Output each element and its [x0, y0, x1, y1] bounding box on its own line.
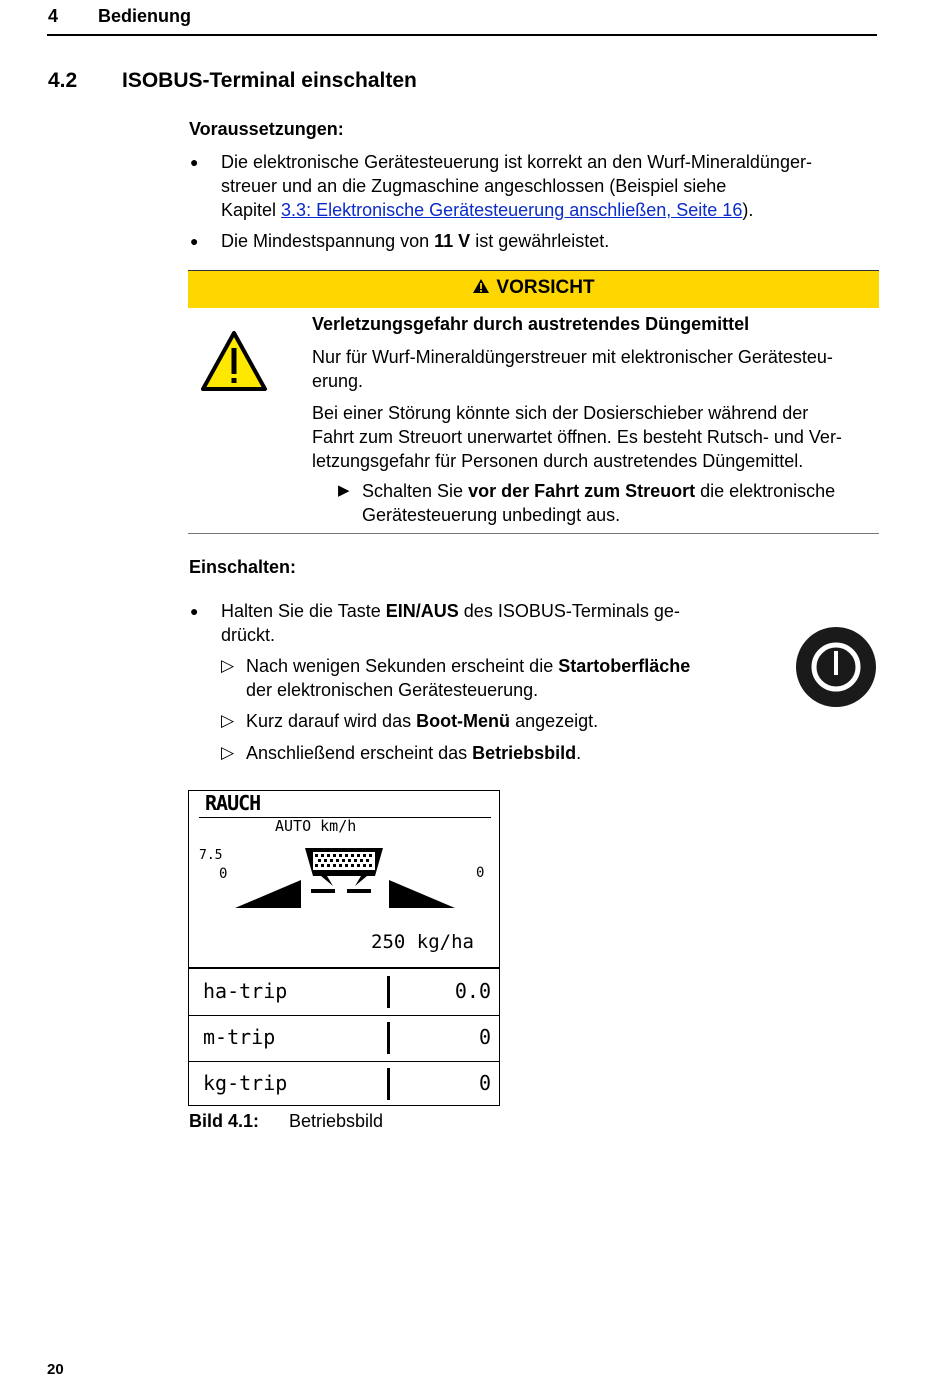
text: . — [576, 743, 582, 763]
text-line: Nur für Wurf-Mineraldüngerstreuer mit elektronischer Gerätesteu- — [312, 347, 833, 367]
row-separator — [387, 976, 390, 1008]
text-bold: Boot-Menü — [416, 711, 511, 731]
text: Nach wenigen Sekunden erscheint die — [246, 656, 559, 676]
trip-row — [189, 1016, 499, 1062]
result-3 — [246, 741, 581, 765]
text: ist gewährleistet. — [470, 231, 610, 251]
bullet-icon: ● — [190, 603, 199, 619]
text-bold: EIN/AUS — [385, 601, 459, 621]
warning-triangle-icon — [200, 330, 268, 392]
text: Die Mindestspannung von — [221, 231, 435, 251]
trip-label: kg-trip — [203, 1071, 288, 1095]
trip-value: 0.0 — [454, 979, 491, 1003]
spreader-graphic — [235, 846, 455, 912]
left-value: 0 — [219, 866, 228, 882]
text-line — [246, 654, 746, 678]
chapter-title: Bedienung — [98, 6, 191, 26]
text-line: der elektronischen Gerätesteuerung. — [246, 680, 539, 700]
text: Anschließend erscheint das — [246, 743, 473, 763]
bullet-icon: ● — [190, 233, 199, 249]
page-number: 20 — [47, 1361, 64, 1378]
text-line: drückt. — [221, 625, 276, 645]
trip-row — [189, 969, 499, 1016]
text-line: erung. — [312, 371, 364, 391]
chapter-number: 4 — [48, 6, 59, 26]
text-bold: vor der Fahrt zum Streuort — [468, 481, 696, 501]
warning-paragraph-1 — [312, 345, 880, 393]
prereq-item-1-line-3 — [221, 198, 881, 222]
warning-paragraph-2 — [312, 401, 880, 473]
text-line: Fahrt zum Streuort unerwartet öffnen. Es besteht Rutsch- und Ver- — [312, 427, 842, 447]
text-bold: Startoberfläche — [558, 656, 691, 676]
text-line — [221, 599, 741, 623]
trip-value: 0 — [478, 1071, 491, 1095]
prereq-item-1-line-1: Die elektronische Gerätesteuerung ist korrekt an den Wurf-Mineraldünger- — [221, 152, 812, 172]
mode-label: AUTO km/h — [275, 817, 357, 835]
text: Kurz darauf wird das — [246, 711, 417, 731]
text: des ISOBUS-Terminals ge- — [458, 601, 680, 621]
text-line: Bei einer Störung könnte sich der Dosierschieber während der — [312, 403, 809, 423]
warning-bottom-rule — [188, 533, 879, 534]
figure-caption: Betriebsbild — [289, 1111, 384, 1131]
header-rule — [47, 34, 877, 36]
brand-logo: RAUCH — [205, 791, 261, 815]
text-line: letzungsgefahr für Personen durch austretendes Düngemittel. — [312, 451, 804, 471]
result-2 — [246, 709, 598, 733]
result-triangle-icon: ▷ — [221, 656, 235, 675]
result-triangle-icon: ▷ — [221, 743, 235, 762]
power-button-icon — [795, 626, 877, 708]
voltage-value: 11 V — [434, 231, 471, 251]
speed-value: 7.5 — [199, 848, 223, 863]
row-separator — [387, 1068, 390, 1100]
section-number: 4.2 — [48, 69, 78, 92]
section-title: ISOBUS-Terminal einschalten — [122, 69, 417, 92]
trip-row — [189, 1062, 499, 1105]
figure-label: Bild 4.1: — [189, 1111, 260, 1131]
warning-small-icon — [472, 278, 490, 294]
prereq-heading: Voraussetzungen: — [189, 119, 344, 139]
switch-on-step — [221, 599, 741, 647]
text: Kapitel — [221, 200, 282, 220]
action-arrow-icon: ▶ — [338, 482, 350, 499]
text: angezeigt. — [510, 711, 599, 731]
prereq-item-2 — [221, 229, 609, 253]
chapter-link[interactable]: 3.3: Elektronische Gerätesteuerung anschließen, Seite 16 — [281, 200, 743, 220]
prereq-item-1-line-2: streuer und an die Zugmaschine angeschlossen (Beispiel siehe — [221, 176, 727, 196]
trip-value: 0 — [478, 1025, 491, 1049]
switch-on-heading: Einschalten: — [189, 557, 297, 577]
text-line — [362, 479, 882, 503]
trip-label: ha-trip — [203, 979, 288, 1003]
prereq-item-1 — [221, 150, 881, 222]
text-line: Gerätesteuerung unbedingt aus. — [362, 505, 621, 525]
text: die elektronische — [695, 481, 836, 501]
application-rate: 250 kg/ha — [371, 931, 474, 953]
trip-label: m-trip — [203, 1025, 276, 1049]
bullet-icon: ● — [190, 154, 199, 170]
warning-label — [188, 277, 879, 299]
text: Schalten Sie — [362, 481, 469, 501]
result-triangle-icon: ▷ — [221, 711, 235, 730]
warning-title: Verletzungsgefahr durch austretendes Düngemittel — [312, 314, 750, 334]
terminal-screen — [188, 790, 500, 1106]
right-value: 0 — [476, 865, 485, 881]
warning-label-text: VORSICHT — [496, 277, 595, 298]
result-1 — [246, 654, 746, 702]
warning-action — [362, 479, 882, 527]
text-bold: Betriebsbild — [472, 743, 577, 763]
text: Halten Sie die Taste — [221, 601, 386, 621]
row-separator — [387, 1022, 390, 1054]
text: ). — [742, 200, 754, 220]
